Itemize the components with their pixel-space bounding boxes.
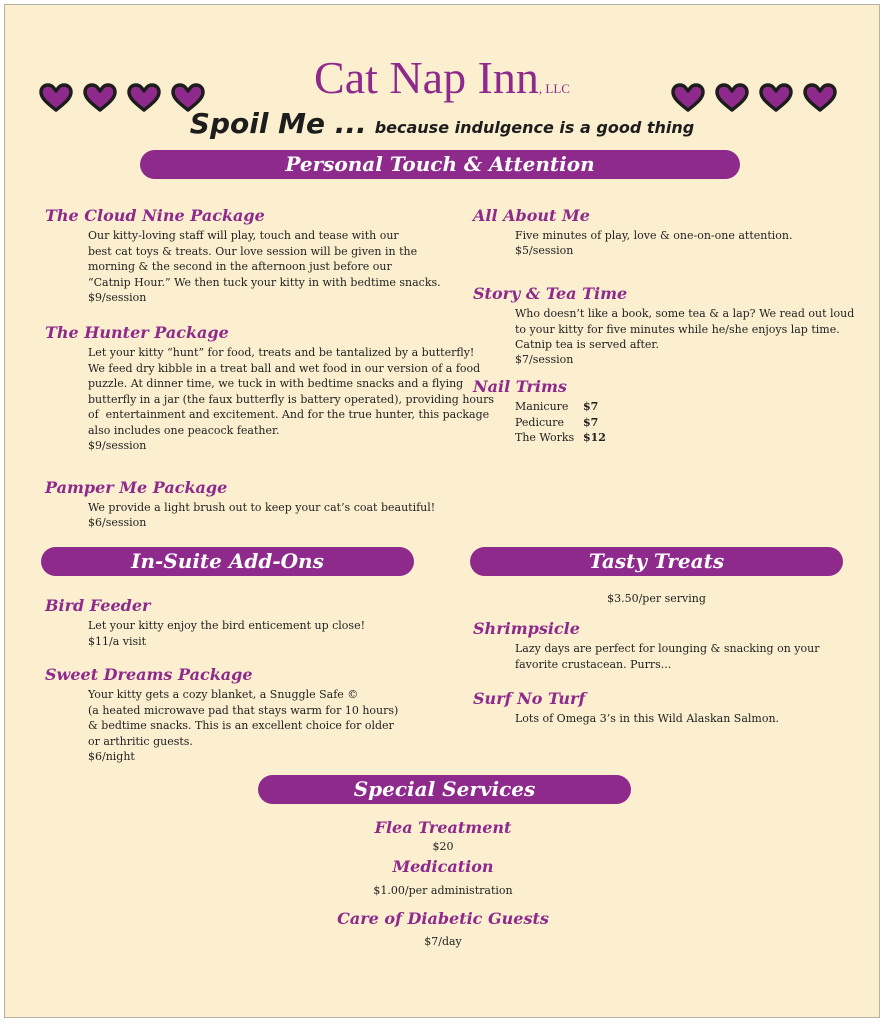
hunter-description: Let your kitty “hunt” for food, treats and be tantalized by a butterfly! We feed dry kibble in a treat ball and wet food in our version of a food puzzle. At dinner time, we tuck in with bedtime snacks and a flying butterfly in a jar (the faux butterfly is battery operated), providing hours of entertainment and excitement. And for the true hunter, this package also includes one peacock feather. (88, 346, 495, 437)
diabetic-care-price: $7/day (424, 935, 462, 948)
hunter-price: $9/session (88, 439, 147, 452)
sweet-dreams-price: $6/night (88, 750, 135, 763)
cloud-nine-title: The Cloud Nine Package (45, 206, 265, 225)
tagline-sub: because indulgence is a good thing (374, 118, 695, 137)
sweet-dreams-description: Your kitty gets a cozy blanket, a Snuggle Safe © (a heated microwave pad that stays warm for 10 hours) & bedtime snacks. This is an excellent choice for older or arthritic guests. (88, 688, 399, 748)
menu-page (4, 4, 880, 1018)
trim-price: $7 (583, 400, 599, 413)
flea-treatment-title: Flea Treatment (374, 818, 512, 837)
brand-suffix: , LLC (538, 81, 570, 96)
surf-no-turf-description: Lots of Omega 3’s in this Wild Alaskan Salmon. (515, 712, 780, 725)
bird-feeder-title: Bird Feeder (45, 596, 151, 615)
bird-feeder-description: Let your kitty enjoy the bird enticement up close! (88, 619, 365, 632)
nail-trims-title: Nail Trims (473, 377, 567, 396)
banner-personal-touch: Personal Touch & Attention (140, 150, 740, 179)
list-item (515, 415, 606, 431)
pamper-price: $6/session (88, 516, 147, 529)
nail-trims-list (515, 399, 606, 446)
trim-price: $12 (583, 431, 606, 445)
story-tea-title: Story & Tea Time (473, 284, 628, 303)
trim-price: $7 (583, 415, 599, 429)
surf-no-turf-title: Surf No Turf (473, 689, 586, 708)
all-about-me-title: All About Me (473, 206, 590, 225)
all-about-me-price: $5/session (515, 244, 574, 257)
tagline-main: Spoil Me ... (189, 107, 367, 140)
banner-tasty-treats: Tasty Treats (470, 547, 843, 576)
flea-treatment-price: $20 (432, 840, 454, 853)
story-tea-description: Who doesn’t like a book, some tea & a lap? We read out loud to your kitty for five minutes while he/she enjoys lap time. Catnip tea is served after. (515, 307, 855, 352)
medication-price: $1.00/per administration (373, 884, 513, 897)
list-item (515, 399, 606, 415)
cloud-nine-price: $9/session (88, 291, 147, 304)
banner-in-suite-add-ons: In-Suite Add-Ons (41, 547, 414, 576)
cloud-nine-description: Our kitty-loving staff will play, touch and tease with our best cat toys & treats. Our love session will be given in the morning & the second in the afternoon just before our “Catnip Hour.” We then tuck your kitty in with bedtime snacks. (88, 229, 441, 289)
tagline (5, 107, 879, 140)
pamper-title: Pamper Me Package (45, 478, 228, 497)
list-item (515, 430, 606, 446)
treats-price: $3.50/per serving (607, 592, 706, 605)
trim-name: Pedicure (515, 415, 564, 429)
story-tea-price: $7/session (515, 353, 574, 366)
medication-title: Medication (392, 857, 494, 876)
sweet-dreams-title: Sweet Dreams Package (45, 665, 253, 684)
diabetic-care-title: Care of Diabetic Guests (337, 909, 549, 928)
hunter-title: The Hunter Package (45, 323, 229, 342)
trim-name: The Works (515, 431, 575, 445)
bird-feeder-price: $11/a visit (88, 635, 147, 648)
banner-special-services: Special Services (258, 775, 631, 804)
all-about-me-description: Five minutes of play, love & one-on-one attention. (515, 229, 793, 242)
shrimpsicle-title: Shrimpsicle (473, 619, 580, 638)
brand-name: Cat Nap Inn (314, 52, 539, 103)
pamper-description: We provide a light brush out to keep your cat’s coat beautiful! (88, 501, 436, 514)
shrimpsicle-description: Lazy days are perfect for lounging & snacking on your favorite crustacean. Purrs... (515, 642, 820, 671)
trim-name: Manicure (515, 400, 569, 413)
